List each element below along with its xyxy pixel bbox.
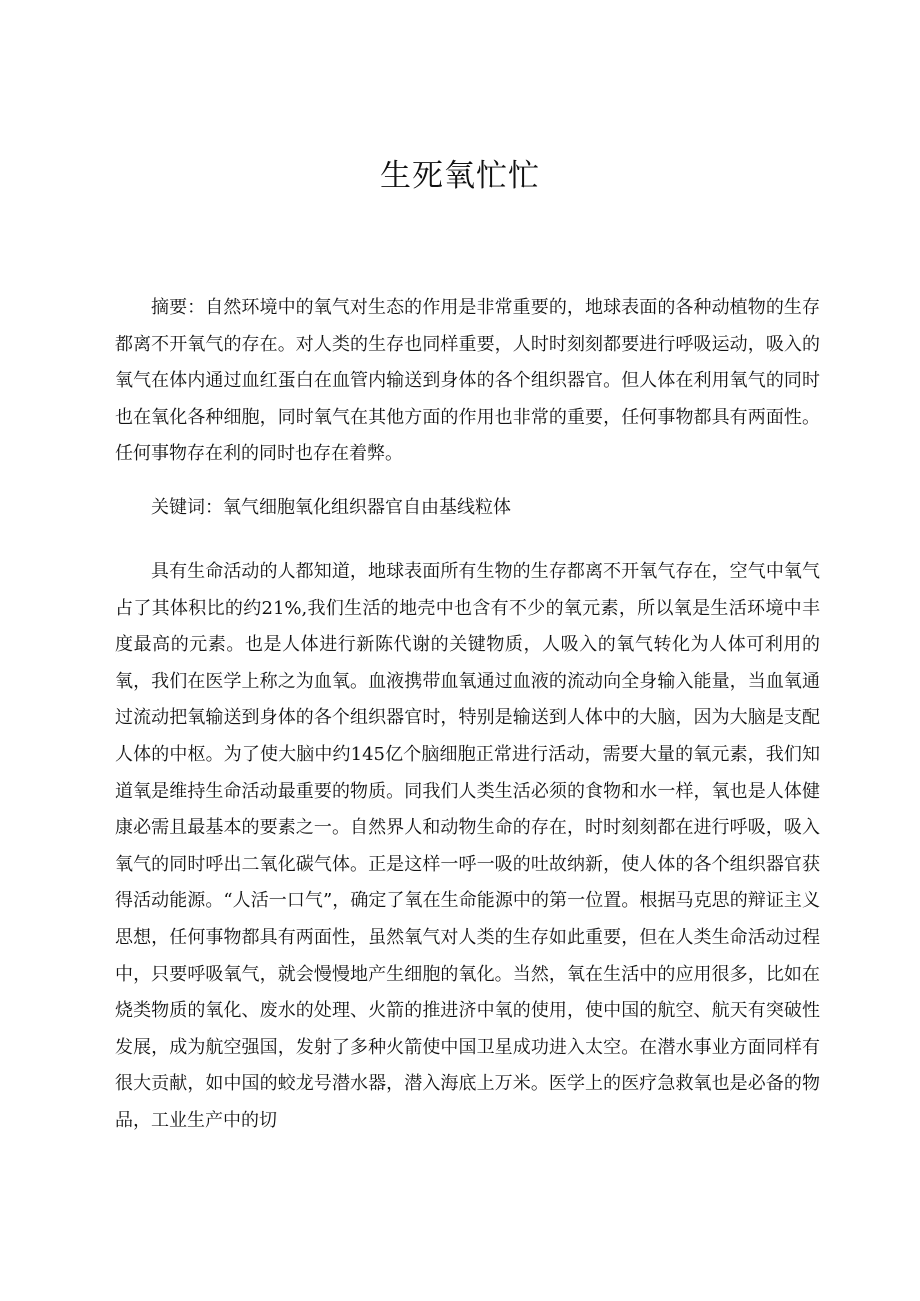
- document-title: 生死氧忙忙: [380, 158, 540, 194]
- keywords-paragraph: 关键词：氧气细胞氧化组织器官自由基线粒体: [151, 497, 511, 518]
- body-paragraph: 具有生命活动的人都知道，地球表面所有生物的生存都离不开氧气存在，空气中氧气占了其体积比的约21%,我们生活的地壳中也含有不少的氧元素，所以氧是生活环境中丰度最高的元素。也是人体进行新陈代谢的关键物质，人吸入的氧气转化为人体可利用的氧，我们在医学上称之为血氧。血液携带血氧通过血液的流动向全身输入能量，当血氧通过流动把氧输送到身体的各个组织器官时，特别是输送到人体中的大脑，因为大脑是支配人体的中枢。为了使大脑中约145亿个脑细胞正常进行活动，需要大量的氧元素，我们知道氧是维持生命活动最重要的物质。同我们人类生活必须的食物和水一样，氧也是人体健康必需且最基本的要素之一。自然界人和动物生命的存在，时时刻刻都在进行呼吸，吸入氧气的同时呼出二氧化碳气体。正是这样一呼一吸的吐故纳新，使人体的各个组织器官获得活动能源。“人活一口气”，确定了氧在生命能源中的第一位置。根据马克思的辩证主义思想，任何事物都具有两面性，虽然氧气对人类的生存如此重要，但在人类生命活动过程中，只要呼吸氧气，就会慢慢地产生细胞的氧化。当然，氧在生活中的应用很多，比如在烧类物质的氧化、废水的处理、火箭的推进济中氧的使用，使中国的航空、航天有突破性发展，成为航空强国，发射了多种火箭使中国卫星成功进入太空。在潜水事业方面同样有很大贡献，如中国的蛟龙号潜水器，潜入海底上万米。医学上的医疗急救氧也是必备的物品，工业生产中的切: [115, 561, 820, 1131]
- abstract-paragraph: 摘要：自然环境中的氧气对生态的作用是非常重要的，地球表面的各种动植物的生存都离不开氧气的存在。对人类的生存也同样重要，人时时刻刻都要进行呼吸运动，吸入的氧气在体内通过血红蛋白在血管内输送到身体的各个组织器官。但人体在利用氧气的同时也在氧化各种细胞，同时氧气在其他方面的作用也非常的重要，任何事物都具有两面性。任何事物存在利的同时也存在着弊。: [115, 297, 820, 465]
